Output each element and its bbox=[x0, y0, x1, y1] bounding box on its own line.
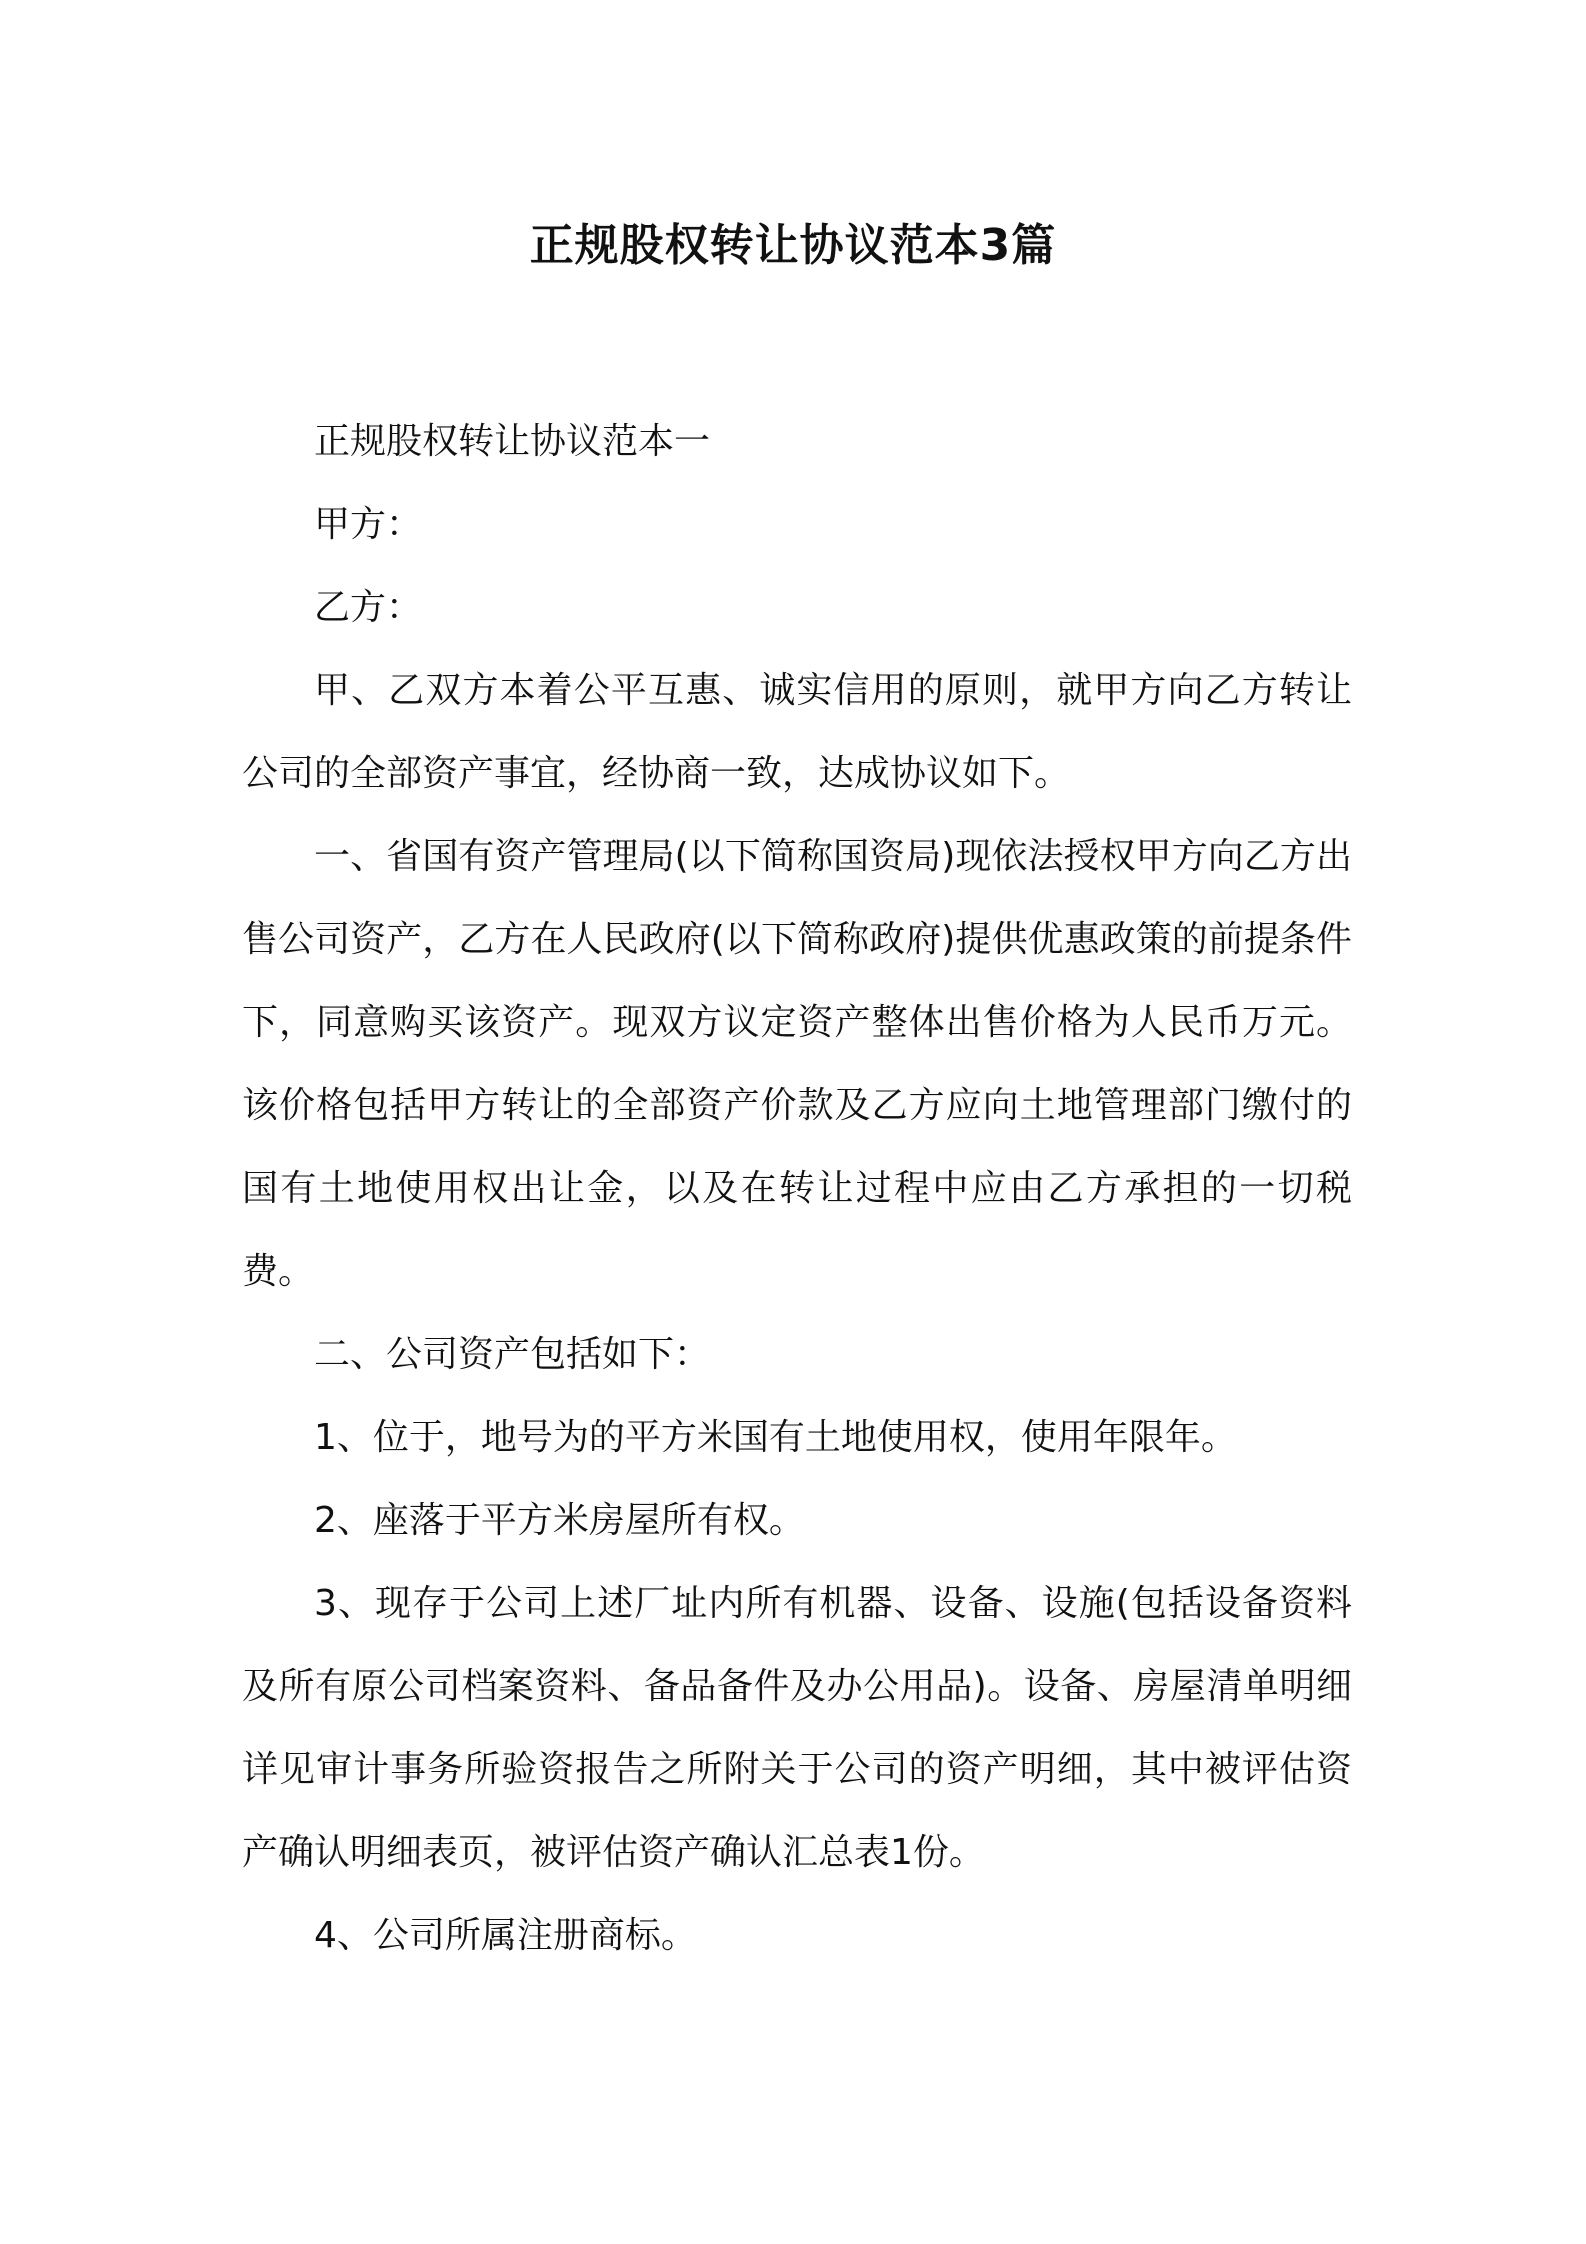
asset-item-3: 3、现存于公司上述厂址内所有机器、设备、设施(包括设备资料及所有原公司档案资料、备品备件及办公用品)。设备、房屋清单明细详见审计事务所验资报告之所附关于公司的资产明细，其中被评估资产确认明细表页，被评估资产确认汇总表1份。 bbox=[242, 1583, 1352, 1873]
document-title: 正规股权转让协议范本3篇 bbox=[529, 220, 1057, 271]
document-body bbox=[242, 400, 1352, 1977]
preamble-paragraph: 甲、乙双方本着公平互惠、诚实信用的原则，就甲方向乙方转让公司的全部资产事宜，经协商一致，达成协议如下。 bbox=[242, 670, 1352, 794]
clause-two-heading: 二、公司资产包括如下： bbox=[314, 1334, 711, 1375]
party-b-line: 乙方： bbox=[314, 587, 423, 628]
asset-item-2: 2、座落于平方米房屋所有权。 bbox=[314, 1500, 805, 1541]
section-heading: 正规股权转让协议范本一 bbox=[314, 421, 711, 462]
asset-item-1: 1、位于，地号为的平方米国有土地使用权，使用年限年。 bbox=[314, 1417, 1237, 1458]
clause-one-paragraph: 一、省国有资产管理局(以下简称国资局)现依法授权甲方向乙方出售公司资产，乙方在人民政府(以下简称政府)提供优惠政策的前提条件下，同意购买该资产。现双方议定资产整体出售价格为人民币万元。该价格包括甲方转让的全部资产价款及乙方应向土地管理部门缴付的国有土地使用权出让金，以及在转让过程中应由乙方承担的一切税费。 bbox=[242, 836, 1352, 1292]
party-a-line: 甲方： bbox=[314, 504, 423, 545]
asset-item-4: 4、公司所属注册商标。 bbox=[314, 1915, 697, 1956]
